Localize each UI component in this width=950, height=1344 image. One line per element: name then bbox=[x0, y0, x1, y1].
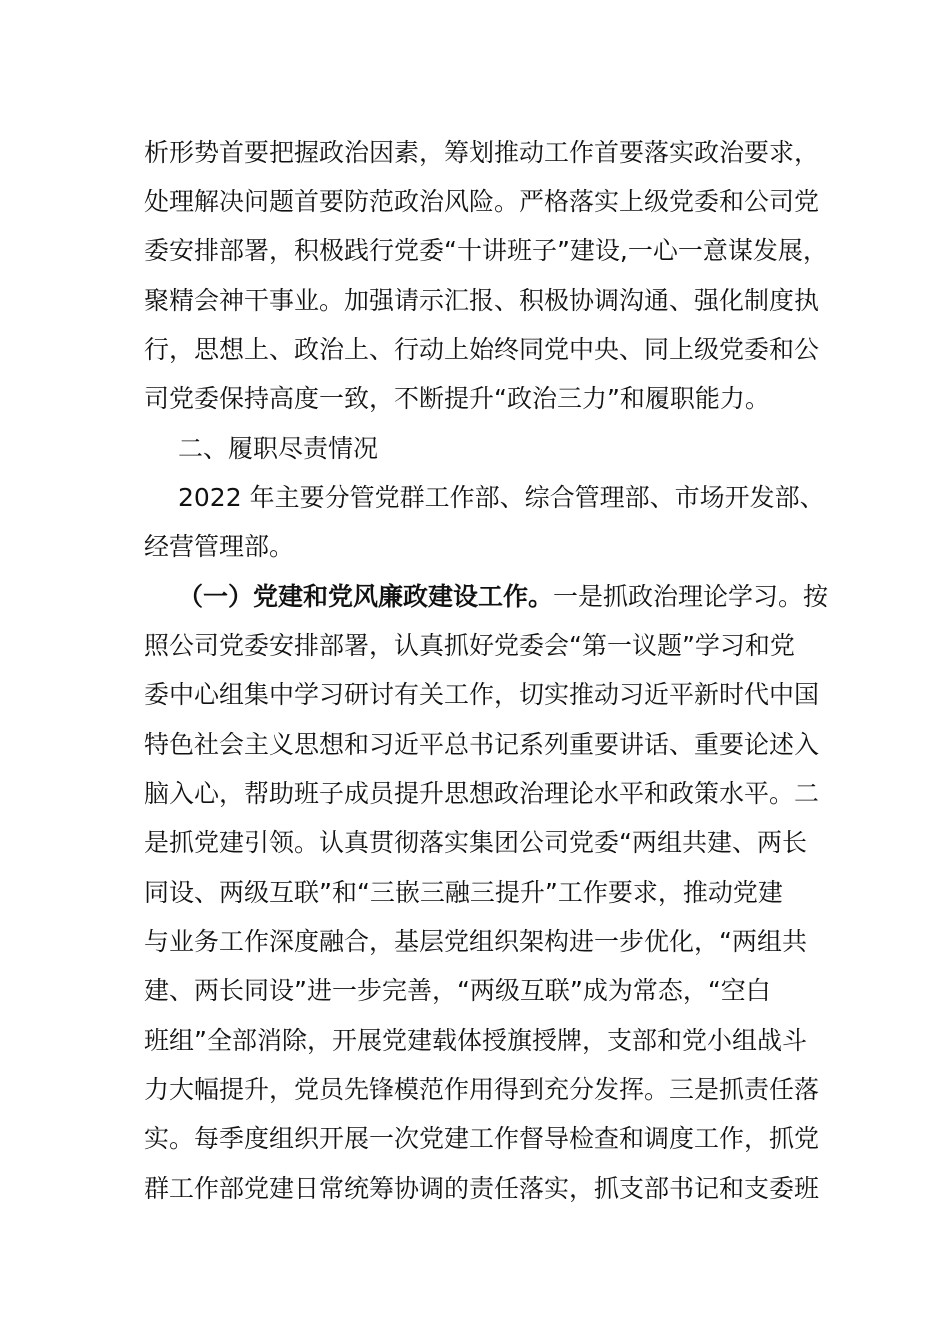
subsection-heading: （一）党建和党风廉政建设工作。 bbox=[178, 582, 554, 611]
paragraph-line: 委中心组集中学习研讨有关工作，切实推动习近平新时代中国 bbox=[144, 680, 820, 709]
subsection-line bbox=[178, 572, 878, 622]
paragraph-line: 是抓党建引领。认真贯彻落实集团公司党委“两组共建、两长 bbox=[144, 828, 807, 857]
paragraph-line: 建、两长同设”进一步完善，“两级互联”成为常态，“空白 bbox=[144, 976, 771, 1005]
section-heading: 二、履职尽责情况 bbox=[178, 434, 379, 463]
paragraph-line: 司党委保持高度一致，不断提升“政治三力”和履职能力。 bbox=[144, 384, 770, 413]
paragraph-line: 析形势首要把握政治因素，筹划推动工作首要落实政治要求， bbox=[144, 138, 820, 167]
paragraph-line: 脑入心，帮助班子成员提升思想政治理论水平和政策水平。二 bbox=[144, 779, 820, 808]
paragraph-line: 与业务工作深度融合，基层党组织架构进一步优化，“两组共 bbox=[144, 927, 807, 956]
paragraph-line: 委安排部署，积极践行党委“十讲班子”建设,一心一意谋发展， bbox=[144, 236, 828, 265]
paragraph-line: 群工作部党建日常统筹协调的责任落实，抓支部书记和支委班 bbox=[144, 1174, 820, 1203]
paragraph-line: 行，思想上、政治上、行动上始终同党中央、同上级党委和公 bbox=[144, 335, 820, 364]
paragraph-line: 经营管理部。 bbox=[144, 532, 295, 561]
paragraph-line: 力大幅提升，党员先锋模范作用得到充分发挥。三是抓责任落 bbox=[144, 1075, 820, 1104]
paragraph-line: 特色社会主义思想和习近平总书记系列重要讲话、重要论述入 bbox=[144, 730, 820, 759]
paragraph-line: 处理解决问题首要防范政治风险。严格落实上级党委和公司党 bbox=[144, 187, 820, 216]
paragraph-line: 照公司党委安排部署，认真抓好党委会“第一议题”学习和党 bbox=[144, 631, 795, 660]
paragraph-line: 班组”全部消除，开展党建载体授旗授牌，支部和党小组战斗 bbox=[144, 1026, 807, 1055]
paragraph-line: 聚精会神干事业。加强请示汇报、积极协调沟通、强化制度执 bbox=[144, 286, 820, 315]
subsection-text: 一是抓政治理论学习。按 bbox=[553, 582, 829, 611]
paragraph-line: 实。每季度组织开展一次党建工作督导检查和调度工作，抓党 bbox=[144, 1124, 820, 1153]
paragraph-line: 2022 年主要分管党群工作部、综合管理部、市场开发部、 bbox=[178, 483, 825, 512]
paragraph-line: 同设、两级互联”和“三嵌三融三提升”工作要求，推动党建 bbox=[144, 878, 783, 907]
